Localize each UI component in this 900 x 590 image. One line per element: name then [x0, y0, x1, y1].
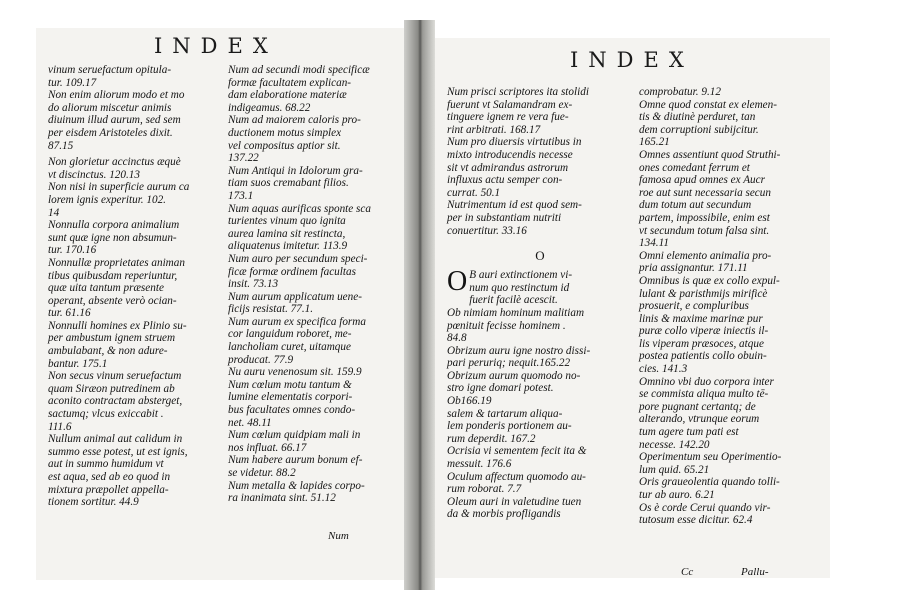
index-line: tur. 61.16: [48, 307, 91, 320]
index-line: Num Antiqui in Idolorum gra-: [228, 164, 363, 177]
index-line: Obrizum auru igne nostro dissi-: [447, 344, 591, 357]
signature-mark: Cc: [681, 566, 694, 578]
index-line: aconito contractam absterget,: [48, 395, 183, 408]
index-line: Num cœlum motu tantum &: [228, 378, 352, 391]
index-line: num quo restinctum id: [469, 281, 570, 294]
index-line: per eisdem Aristoteles dixit.: [48, 126, 173, 139]
index-line: cor languidum roboret, me-: [228, 328, 352, 341]
right-catchword: Pallu-: [741, 566, 769, 578]
index-line: Oris graueolentia quando tolli-: [639, 476, 780, 489]
index-line: cies. 141.3: [639, 363, 688, 376]
index-line: dem corruptioni subijcitur.: [639, 123, 759, 136]
index-line: Omnino vbi duo corpora inter: [639, 375, 774, 388]
index-line: conuertitur. 33.16: [447, 224, 527, 237]
index-line: 111.6: [48, 420, 72, 433]
index-line: Nonnulla corpora animalium: [48, 219, 180, 232]
index-line: se commista aliqua multo tē-: [639, 388, 769, 401]
index-line: Ob nimiam hominum malitiam: [447, 306, 585, 319]
index-line: ambulabant, & non adure-: [48, 345, 168, 358]
index-line: Num aquas aurificas sponte sca: [228, 202, 371, 215]
index-line: mixtura præpollet appella-: [48, 483, 169, 496]
index-line: Operimentum seu Operimentio-: [639, 451, 782, 464]
index-line: 173.1: [228, 189, 254, 202]
index-line: comprobatur. 9.12: [639, 86, 721, 98]
index-line: Num aurum applicatum uene-: [228, 290, 362, 303]
index-line: tinguere ignem re vera fue-: [447, 111, 569, 124]
index-line: alterando, vtrunque eorum: [639, 413, 760, 426]
index-line: pari peruriq; nequit.165.22: [447, 357, 571, 370]
index-line: puræ collo viperæ iniectis il-: [639, 325, 769, 338]
right-column-2: [639, 86, 827, 527]
index-line: Omne quod constat ex elemen-: [639, 98, 777, 111]
index-line: ficijs resistat. 77.1.: [228, 303, 314, 316]
index-line: insit. 73.13: [228, 278, 279, 291]
index-line: tibus quibusdam reperiuntur,: [48, 269, 178, 282]
index-line: indigeamus. 68.22: [228, 101, 311, 114]
index-line: B auri extinctionem vi-: [469, 269, 573, 282]
index-line: tionem sortitur. 44.9: [48, 496, 139, 509]
index-line: sunt quæ igne non absumun-: [48, 231, 177, 244]
index-line: vel compositus aptior sit.: [228, 139, 341, 152]
left-page: [36, 28, 404, 580]
section-letter-o: O: [535, 248, 545, 264]
index-line: 14: [48, 206, 60, 219]
index-line: influxus actu semper con-: [447, 174, 563, 187]
index-line: quam Siræon putredinem ab: [48, 382, 175, 395]
index-line: summo esse potest, ut est ignis,: [48, 445, 188, 458]
index-line: producat. 77.9: [228, 353, 294, 366]
index-line: Nu auru venenosum sit. 159.9: [228, 366, 362, 379]
index-line: tiam suos cremabant filios.: [228, 177, 349, 190]
index-line: vt discinctus. 120.13: [48, 168, 140, 181]
left-column-1: [48, 64, 226, 509]
index-line: lancholiam curet, uitamque: [228, 341, 351, 354]
index-line: tur. 170.16: [48, 244, 97, 257]
index-line: aliquatenus imitetur. 113.9: [228, 240, 348, 253]
index-line: lis viperam præsoces, atque: [639, 337, 764, 350]
index-line: bantur. 175.1: [48, 357, 108, 370]
left-catchword: Num: [328, 530, 349, 542]
index-line: Num pro diuersis virtutibus in: [447, 136, 582, 149]
index-line: rum deperdit. 167.2: [447, 432, 536, 445]
index-line: pœnituit fecisse hominem .: [447, 319, 566, 332]
index-line: lum quid. 65.21: [639, 463, 710, 476]
index-line: Omnes assentiunt quod Struthi-: [639, 148, 781, 161]
index-line: se videtur. 88.2: [228, 467, 296, 479]
index-line: Nonnullæ proprietates animan: [48, 256, 185, 269]
index-line: Non secus vinum seruefactum: [48, 370, 182, 383]
index-line: Omnibus is quæ ex collo expul-: [639, 274, 780, 287]
index-line: ones comedant ferrum et: [639, 161, 750, 174]
index-line: dam elaboratione materiæ: [228, 89, 347, 102]
index-line: tur. 109.17: [48, 76, 97, 89]
index-line: Num ad secundi modi specificæ: [228, 64, 370, 76]
index-line: partem, impossibile, enim est: [639, 211, 770, 224]
left-column-2: [228, 64, 400, 505]
right-column-1: [447, 86, 633, 521]
index-line: 87.15: [48, 139, 74, 152]
index-line: postea patientis collo obuin-: [639, 350, 767, 363]
index-line: vt secundum totum falsa sint.: [639, 224, 770, 237]
right-col1-o-entries: [447, 266, 633, 521]
index-line: quæ uita tantum præsente: [48, 282, 164, 295]
right-page-title: INDEX: [570, 48, 694, 72]
index-line: roe aut sunt necessaria secun: [639, 186, 771, 199]
index-line: fuerunt vt Salamandram ex-: [447, 98, 573, 111]
right-col1-top: [447, 86, 633, 237]
index-line: currat. 50.1: [447, 186, 501, 199]
index-line: rum roborat. 7.7: [447, 483, 522, 496]
index-line: da & morbis profligandis: [447, 508, 561, 521]
index-line: prosuerit, e compluribus: [639, 300, 749, 313]
index-line: Oculum affectum quomodo au-: [447, 470, 586, 483]
index-line: pore pugnant certantq; de: [639, 400, 756, 413]
index-line: Non nisi in superficie aurum ca: [48, 181, 190, 194]
index-line: net. 48.11: [228, 416, 272, 429]
index-line: rint arbitrati. 168.17: [447, 123, 541, 136]
index-line: linis & maxime marinæ pur: [639, 312, 763, 325]
index-line: 165.21: [639, 136, 670, 149]
index-line: pria assignantur. 171.11: [639, 262, 748, 275]
index-line: turientes vinum quo ignita: [228, 215, 346, 228]
index-line: Omni elemento animalia pro-: [639, 249, 772, 262]
index-line: vinum seruefactum opitula-: [48, 64, 172, 76]
index-line: tum agere tum pati est: [639, 426, 739, 439]
index-line: est aqua, sed ab eo quod in: [48, 471, 171, 483]
index-line: stro igne domari potest.: [447, 382, 554, 395]
index-line: 134.11: [639, 237, 669, 250]
index-line: Nutrimentum id est quod sem-: [447, 199, 582, 212]
index-line: mixto introducendis necesse: [447, 148, 573, 161]
index-line: fuerit facilè acescit.: [469, 294, 558, 307]
index-line: Num habere aurum bonum ef-: [228, 454, 363, 467]
index-line: tutosum esse dicitur. 62.4: [639, 514, 753, 527]
index-line: ra inanimata sint. 51.12: [228, 492, 336, 505]
index-line: do aliorum miscetur animis: [48, 101, 172, 114]
index-line: Ocrisia vi sementem fecit ita &: [447, 445, 587, 458]
index-line: necesse. 142.20: [639, 438, 710, 451]
index-line: messuit. 176.6: [447, 458, 512, 471]
index-line: famosa apud omnes ex Aucr: [639, 174, 765, 187]
index-line: Num prisci scriptores ita stolidi: [447, 86, 589, 98]
index-line: salem & tartarum aliqua-: [447, 407, 563, 420]
index-line: per ambustum ignem struem: [48, 332, 176, 345]
index-line: Num ad maiorem caloris pro-: [228, 114, 361, 127]
index-line: Num aurum ex specifica forma: [228, 315, 366, 328]
index-line: Nullum animal aut calidum in: [48, 433, 183, 446]
left-page-title: INDEX: [154, 34, 278, 58]
index-line: Non glorietur accinctus æquè: [48, 156, 181, 169]
index-line: Obrizum aurum quomodo no-: [447, 369, 581, 382]
index-line: Nonnulli homines ex Plinio su-: [48, 319, 187, 332]
book-gutter: [404, 20, 435, 590]
index-line: lulant & paristhmijs mirificè: [639, 287, 768, 300]
index-line: Num cœlum quidpiam mali in: [228, 429, 361, 442]
index-line: Num metalla & lapides corpo-: [228, 479, 365, 492]
index-line: 84.8: [447, 332, 467, 345]
index-line: ductionem motus simplex: [228, 126, 342, 139]
index-line: sit vt admirandus astrorum: [447, 161, 569, 174]
index-line: per in substantiam nutriti: [447, 211, 562, 224]
index-line: tis & diutinè perduret, tan: [639, 111, 756, 124]
index-line: bus facultates omnes condo-: [228, 404, 356, 417]
index-line: 137.22: [228, 152, 259, 165]
index-line: ficæ formæ ordinem facultas: [228, 265, 356, 278]
index-line: lorem ignis experitur. 102.: [48, 193, 166, 206]
index-line: lumine elementatis corpori-: [228, 391, 353, 404]
index-line: aurea lamina sit restincta,: [228, 227, 346, 240]
index-line: lem ponderis portionem au-: [447, 420, 572, 433]
index-line: diuinum illud aurum, sed sem: [48, 114, 181, 127]
index-line: tur ab auro. 6.21: [639, 489, 715, 501]
index-line: Ob166.19: [447, 395, 492, 408]
index-line: formæ facultatem explican-: [228, 76, 352, 89]
right-page: [435, 38, 830, 578]
index-line: Oleum auri in valetudine tuen: [447, 495, 582, 508]
index-line: aut in summo humidum vt: [48, 458, 164, 471]
index-line: Os è corde Cerui quando vir-: [639, 501, 771, 514]
drop-cap-o: O: [447, 266, 468, 298]
index-line: dum totum aut secundum: [639, 199, 752, 212]
index-line: sactumq; vlcus exiccabit .: [48, 408, 164, 421]
index-line: nos influat. 66.17: [228, 441, 307, 454]
index-line: operant, absente verò ocian-: [48, 294, 177, 307]
index-line: Non enim aliorum modo et mo: [48, 89, 185, 102]
index-line: Num auro per secundum speci-: [228, 252, 368, 265]
